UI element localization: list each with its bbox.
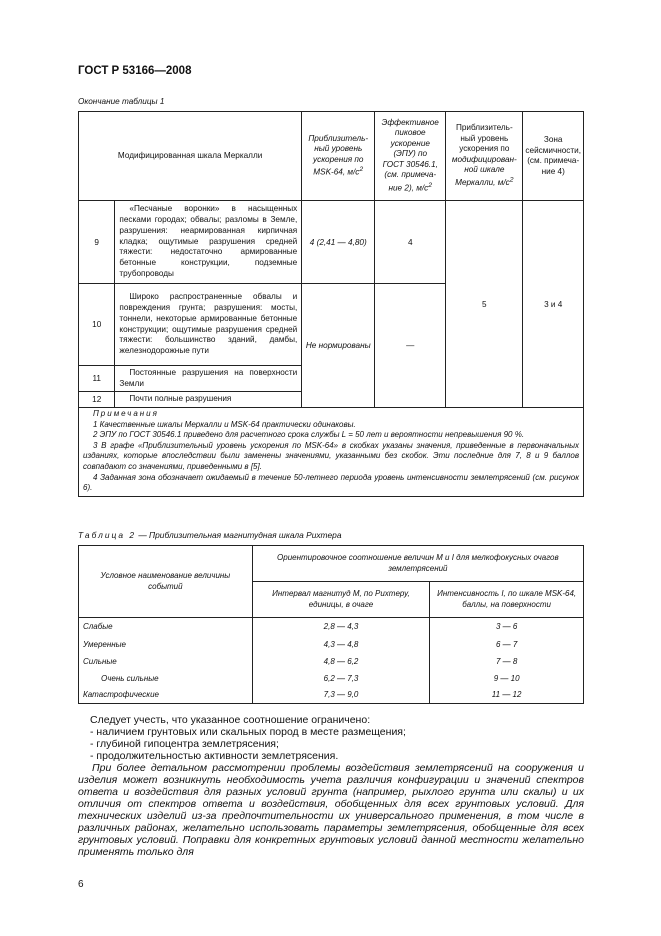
magnitude-range: 2,8 — 4,3 — [252, 618, 430, 636]
magnitude-range: 4,3 — 4,8 — [252, 636, 430, 653]
note-item: 1 Качественные шкалы Меркалли и MSK-64 практически одинаковы. — [93, 419, 356, 429]
note-item: 2 ЭПУ по ГОСТ 30546.1 приведено для расчетного срока службы L = 50 лет и вероятности непревышения 90 %. — [93, 430, 525, 440]
table1-col-zone: Зона сейсмичности, (см. примеча- ние 4) — [523, 112, 584, 201]
row-description: Широко распространенные обвалы и повреждения грунта; разрушения: мосты, тоннели, некоторые армированные бетонные конструкции; ощутимые разрушения средней тяжести: большинство зданий, дамбы, железнодорожные пути — [115, 284, 302, 366]
row-description: Постоянные разрушения на поверхности Земли — [115, 366, 302, 392]
table-row — [79, 201, 584, 284]
row-number: 12 — [79, 392, 115, 408]
row-number: 10 — [79, 284, 115, 366]
table1-caption: Окончание таблицы 1 — [78, 97, 165, 106]
event-name: Катастрофические — [79, 687, 253, 704]
table1-header-row — [79, 112, 584, 201]
table1-col-msk: Приблизитель- ный уровень ускорения по MSK-64, $м/с^2$ — [302, 112, 375, 201]
table2-caption — [78, 530, 341, 540]
note-item: 4 Заданная зона обозначает ожидаемый в течение 50-летнего периода уровень интенсивности землетрясений (см. рисунок 6). — [83, 472, 579, 493]
table1-notes — [79, 408, 584, 497]
merged-zone-value: 3 и 4 — [523, 201, 584, 408]
table-row — [79, 687, 584, 704]
row-number: 11 — [79, 366, 115, 392]
row-description: Почти полные разрушения — [115, 392, 302, 408]
table2-col-group: Ориентировочное соотношение величин M и I для мелкофокусных очагов землетрясений — [252, 546, 583, 582]
body-line: - наличием грунтовых или скальных пород в месте размещения; — [90, 726, 406, 738]
table-row — [79, 618, 584, 636]
merged-epu-value: — — [375, 284, 446, 408]
table2-col-m: Интервал магнитуд M, по Рихтеру, единицы, в очаге — [252, 582, 430, 618]
event-name: Сильные — [79, 653, 253, 670]
merged-mm-value: 5 — [446, 201, 523, 408]
magnitude-range: 4,8 — 6,2 — [252, 653, 430, 670]
table2-caption-label: Таблица 2 — [78, 530, 137, 540]
table-row — [79, 653, 584, 670]
event-name: Умеренные — [79, 636, 253, 653]
table1-col-epu: Эффективное пиковое ускорение (ЭПУ) по ГОСТ 30546.1, (см. примеча- ние 2), $м/с^2$ — [375, 112, 446, 201]
table1 — [78, 111, 584, 497]
row-description: «Песчаные воронки» в насыщенных песками городах; обвалы; разломы в Земле, разрушения: неармированная кирпичная кладка; ощутимые разрушения средней тяжести: недостаточно армированные бетонные конструкции, подземные трубопроводы — [115, 201, 302, 284]
intensity-range: 3 — 6 — [430, 618, 584, 636]
body-text — [78, 714, 584, 858]
table2-caption-text: — Приблизительная магнитудная шкала Рихтера — [136, 530, 342, 540]
body-line: - продолжительностью активности землетрясения. — [90, 750, 339, 762]
body-line: Следует учесть, что указанное соотношение ограничено: — [90, 714, 371, 726]
intensity-range: 7 — 8 — [430, 653, 584, 670]
table1-col-mm: Приблизитель- ный уровень ускорения по модифицирован- ной шкале Меркалли, $м/с^2$ — [446, 112, 523, 201]
intensity-range: 6 — 7 — [430, 636, 584, 653]
page-number: 6 — [78, 879, 84, 890]
merged-msk-value: Не нормированы — [302, 284, 375, 408]
document-header: ГОСТ Р 53166—2008 — [78, 65, 192, 77]
table-row — [79, 636, 584, 653]
magnitude-range: 6,2 — 7,3 — [252, 670, 430, 687]
intensity-range: 9 — 10 — [430, 670, 584, 687]
table2-col-name: Условное наименование величины событий — [79, 546, 253, 618]
notes-title: Примечания — [93, 409, 159, 418]
table-row — [79, 670, 584, 687]
event-name: Очень сильные — [79, 670, 253, 687]
table1-col-mercalli: Модифицированная шкала Меркалли — [79, 112, 302, 201]
magnitude-range: 7,3 — 9,0 — [252, 687, 430, 704]
row-number: 9 — [79, 201, 115, 284]
row-msk-value: 4 (2,41 — 4,80) — [302, 201, 375, 284]
body-line: - глубиной гипоцентра землетрясения; — [90, 738, 279, 750]
table1-notes-row — [79, 408, 584, 497]
row-epu-value: 4 — [375, 201, 446, 284]
note-item: 3 В графе «Приблизительный уровень ускорения по MSK-64» в скобках указаны значения, приведенные в первоначальных изданиях, которые впоследствии были заменены значениями, указанными без скобок. Эти последние для 7, 8 и 9 баллов совпадают со значениями, приведенными в [5]. — [83, 440, 579, 471]
table2-header-row — [79, 546, 584, 582]
body-paragraph: При более детальном рассмотрении проблемы воздействия землетрясений на сооружения и изделия может возникнуть необходимость учета различия конфигурации и значений спектров ответа и воздействия для разных условий грунта (например, рыхлого грунта или скалы) и их отличия от спектров ответа и воздействия, обобщенных для всех грунтовых условий. Для технических изделий из-за предпочтительности их универсального применения, в том числе в различных районах, желательно использовать параметры землетрясения, обобщенные для всех грунтовых условий. Поправки для конкретных грунтовых условий данной местности желательно применять только для — [78, 762, 584, 858]
event-name: Слабые — [79, 618, 253, 636]
intensity-range: 11 — 12 — [430, 687, 584, 704]
table2 — [78, 545, 584, 704]
table2-col-i: Интенсивность I, по шкале MSK-64, баллы, на поверхности — [430, 582, 584, 618]
